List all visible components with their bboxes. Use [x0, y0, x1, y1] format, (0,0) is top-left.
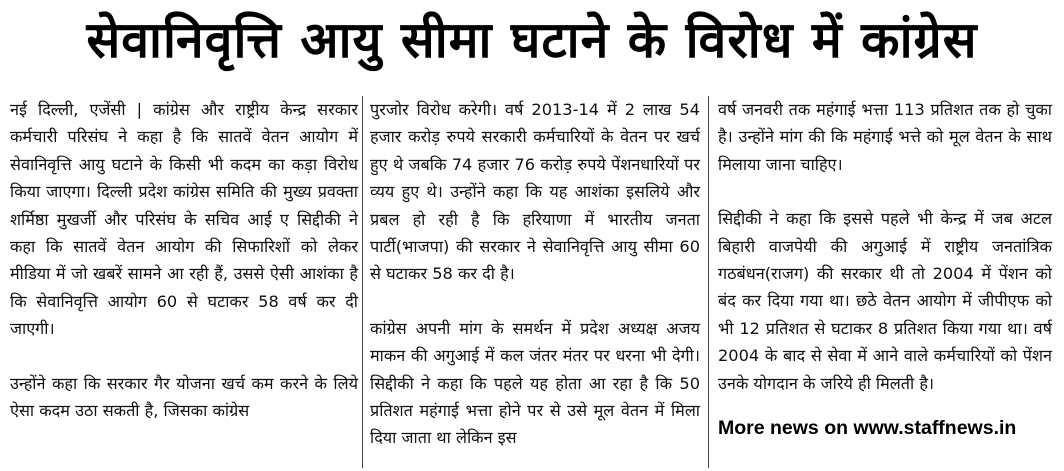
- paragraph: पुरजोर विरोध करेगी। वर्ष 2013-14 में 2 लाख 54 हजार करोड़ रुपये सरकारी कर्मचारियों के वेतन पर खर्च हुए थे जबकि 74 हजार 76 करोड़ रुपये पेंशनधारियों पर व्यय हुए थे। उन्होंने कहा कि यह आशंका इसलिये और प्रबल हो रही है कि हरियाणा में भारतीय जनता पार्टी(भाजपा) की सरकार ने सेवानिवृत्ति आयु सीमा 60 से घटाकर 58 कर दी है।: [370, 100, 700, 284]
- paragraph: वर्ष जनवरी तक महंगाई भत्ता 113 प्रतिशत तक हो चुका है। उन्होंने मांग की कि महंगाई भत्ते को मूल वेतन के साथ मिलाया जाना चाहिए।: [718, 100, 1052, 174]
- headline: सेवानिवृत्ति आयु सीमा घटाने के विरोध में कांग्रेस: [86, 11, 978, 69]
- paragraph: सिद्दीकी ने कहा कि इससे पहले भी केन्द्र में जब अटल बिहारी वाजपेयी की अगुआई में राष्ट्रीय जनतांत्रिक गठबंधन(राजग) की सरकार थी तो 2004 में पेंशन को बंद कर दिया गया था। छठे वेतन आयोग में जीपीएफ को भी 12 प्रतिशत से घटाकर 8 प्रतिशत किया गया था। वर्ष 2004 के बाद से सेवा में आने वाले कर्मचारियों को पेंशन उनके योगदान के जरिये ही मिलती है।: [718, 209, 1052, 393]
- source-watermark: More news on www.staffnews.in: [718, 415, 1058, 441]
- paragraph: नई दिल्ली, एजेंसी | कांग्रेस और राष्ट्रीय केन्द्र सरकार कर्मचारी परिसंघ ने कहा है कि सातवें वेतन आयोग में सेवानिवृत्ति आयु घटाने के किसी भी कदम का कड़ा विरोध किया जाएगा। दिल्ली प्रदेश कांग्रेस समिति की मुख्य प्रवक्ता शर्मिष्ठा मुखर्जी और परिसंघ के सचिव आई ए सिद्दीकी ने कहा कि सातवें वेतन आयोग की सिफारिशों को लेकर मीडिया में जो खबरें सामने आ रही हैं, उससे ऐसी आशंका है कि सेवानिवृत्ति आयोग 60 से घटाकर 58 वर्ष कर दी जाएगी।: [10, 100, 358, 339]
- paragraph: उन्होंने कहा कि सरकार गैर योजना खर्च कम करने के लिये ऐसा कदम उठा सकती है, जिसका कांग्रेस: [10, 373, 358, 421]
- paragraph: कांग्रेस अपनी मांग के समर्थन में प्रदेश अध्यक्ष अजय माकन की अगुआई में कल जंतर मंतर पर धरना भी देगी। सिद्दीकी ने कहा कि पहले यह होता आ रहा है कि 50 प्रतिशत महंगाई भत्ता होने पर से उसे मूल वेतन में मिला दिया जाता था लेकिन इस: [370, 318, 700, 448]
- article-column-1: [10, 96, 358, 424]
- column-divider: [362, 96, 363, 468]
- article-column-3: [718, 96, 1052, 397]
- column-divider: [708, 96, 709, 468]
- article-column-2: [370, 96, 700, 452]
